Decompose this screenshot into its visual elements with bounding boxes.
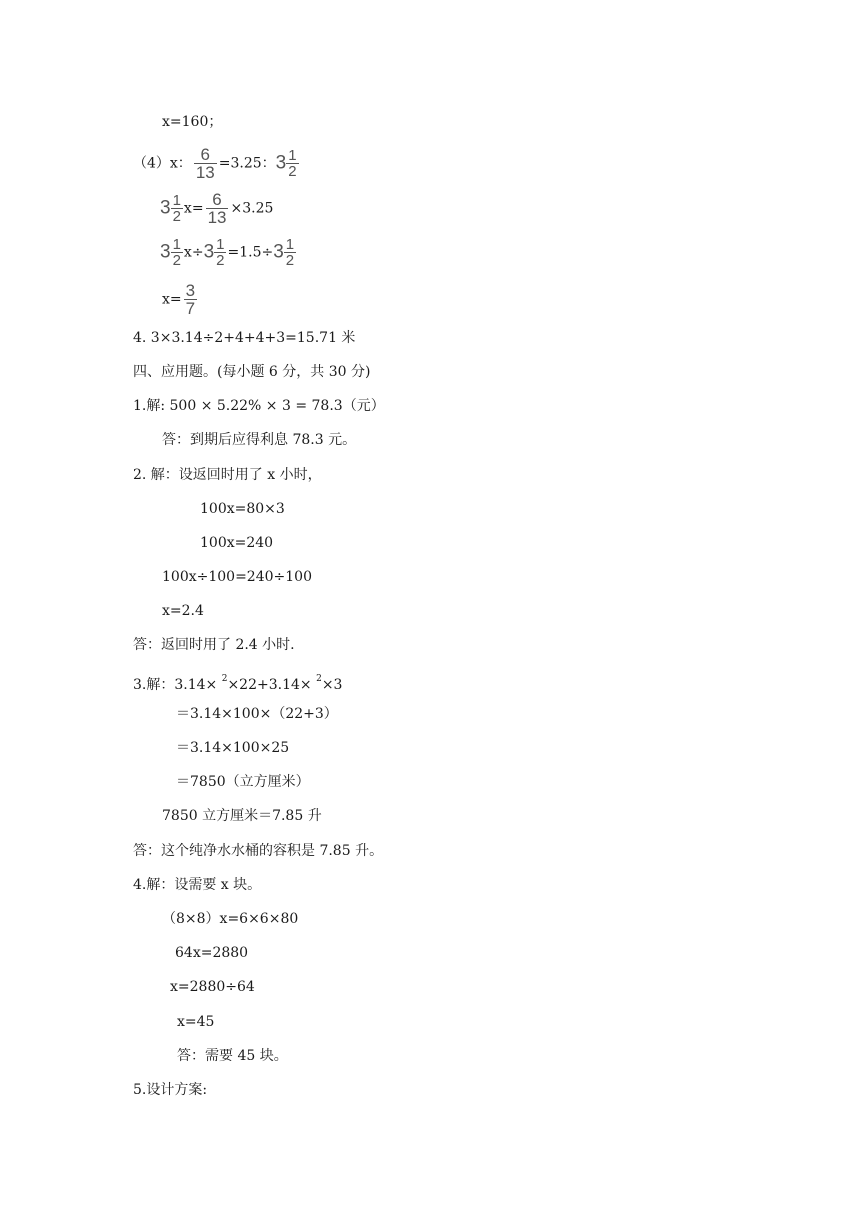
fraction (206, 191, 229, 226)
equation-line: x=2880÷64 (170, 979, 255, 995)
fraction (171, 193, 183, 224)
equation-text: （4）x： (133, 155, 192, 172)
mixed-number (204, 237, 228, 268)
superscript: 2 (316, 674, 322, 684)
fraction (194, 146, 217, 181)
mixed-number (160, 237, 184, 268)
fraction-denominator: 2 (172, 208, 181, 225)
mixed-whole: 3 (160, 241, 171, 263)
equation-line: 100x=80×3 (200, 501, 285, 517)
equation-line: ＝3.14×100×（22+3） (176, 706, 338, 722)
equation-line: x=2.4 (162, 603, 204, 619)
equation-text: ×3.25 (230, 200, 274, 217)
equation-text: ×22+3.14× (227, 677, 317, 693)
fraction-denominator: 2 (216, 252, 225, 269)
answer-line: 4. 3×3.14÷2+4+4+3=15.71 米 (133, 330, 356, 346)
fraction-numerator: 1 (172, 236, 181, 253)
answer-line: 答：返回时用了 2.4 小时. (133, 637, 295, 653)
equation-line: 7850 立方厘米＝7.85 升 (162, 808, 322, 824)
equation-text: 3.解：3.14× (133, 677, 222, 693)
equation-text: x= (183, 200, 204, 217)
fraction-numerator: 1 (172, 192, 181, 209)
equation-line: （8×8）x=6×6×80 (162, 911, 299, 927)
answer-line: 答：需要 45 块。 (177, 1048, 288, 1064)
fraction-numerator: 6 (206, 191, 229, 209)
solution-line: 2. 解：设返回时用了 x 小时， (133, 467, 322, 483)
mixed-whole: 3 (160, 197, 171, 219)
fraction-denominator: 2 (172, 252, 181, 269)
fraction-denominator: 13 (207, 208, 227, 227)
mixed-whole: 3 (203, 241, 215, 263)
mixed-whole: 3 (275, 152, 287, 174)
equation-line-4 (133, 146, 300, 181)
equation-text: =1.5÷ (227, 244, 274, 261)
fraction-numerator: 6 (194, 146, 217, 164)
fraction-numerator: 3 (185, 281, 196, 300)
equation-text: x÷ (183, 244, 204, 261)
equation-line: ＝7850（立方厘米） (176, 774, 310, 790)
solution-line: 1.解: 500 × 5.22% × 3 = 78.3（元） (133, 398, 385, 414)
equation-line (162, 282, 199, 317)
fraction-denominator: 2 (288, 163, 297, 180)
mixed-number (160, 193, 184, 224)
equation-line: 100x=240 (200, 535, 274, 551)
equation-line (160, 237, 297, 268)
equation-line (160, 191, 273, 226)
equation-line: 100x÷100=240÷100 (162, 569, 312, 585)
answer-line: 答：这个纯净水水桶的容积是 7.85 升。 (133, 843, 384, 859)
mixed-whole: 3 (273, 241, 284, 263)
fraction (214, 237, 226, 268)
solution-line: 4.解：设需要 x 块。 (133, 877, 262, 893)
fraction (184, 282, 197, 317)
section-heading: 四、应用题。(每小题 6 分，共 30 分) (133, 364, 371, 380)
answer-line: 答：到期后应得利息 78.3 元。 (162, 432, 357, 448)
fraction-numerator: 1 (288, 147, 297, 164)
fraction (171, 237, 183, 268)
fraction (284, 237, 296, 268)
equation-line: x=45 (177, 1014, 215, 1030)
equation-line: 64x=2880 (175, 945, 249, 961)
solution-line (133, 670, 342, 694)
fraction-denominator: 7 (185, 299, 196, 318)
equation-line: x=160； (162, 114, 223, 130)
fraction (286, 148, 298, 179)
mixed-number (273, 237, 297, 268)
fraction-numerator: 1 (216, 236, 225, 253)
equation-text: x= (162, 291, 182, 308)
equation-line: ＝3.14×100×25 (176, 740, 290, 756)
equation-text: =3.25： (218, 155, 276, 172)
mixed-number (276, 148, 300, 179)
superscript: 2 (221, 674, 228, 684)
equation-text: ×3 (321, 677, 343, 693)
fraction-numerator: 1 (285, 236, 295, 253)
fraction-denominator: 13 (195, 163, 215, 182)
solution-line: 5.设计方案: (133, 1082, 208, 1098)
fraction-denominator: 2 (285, 252, 295, 269)
